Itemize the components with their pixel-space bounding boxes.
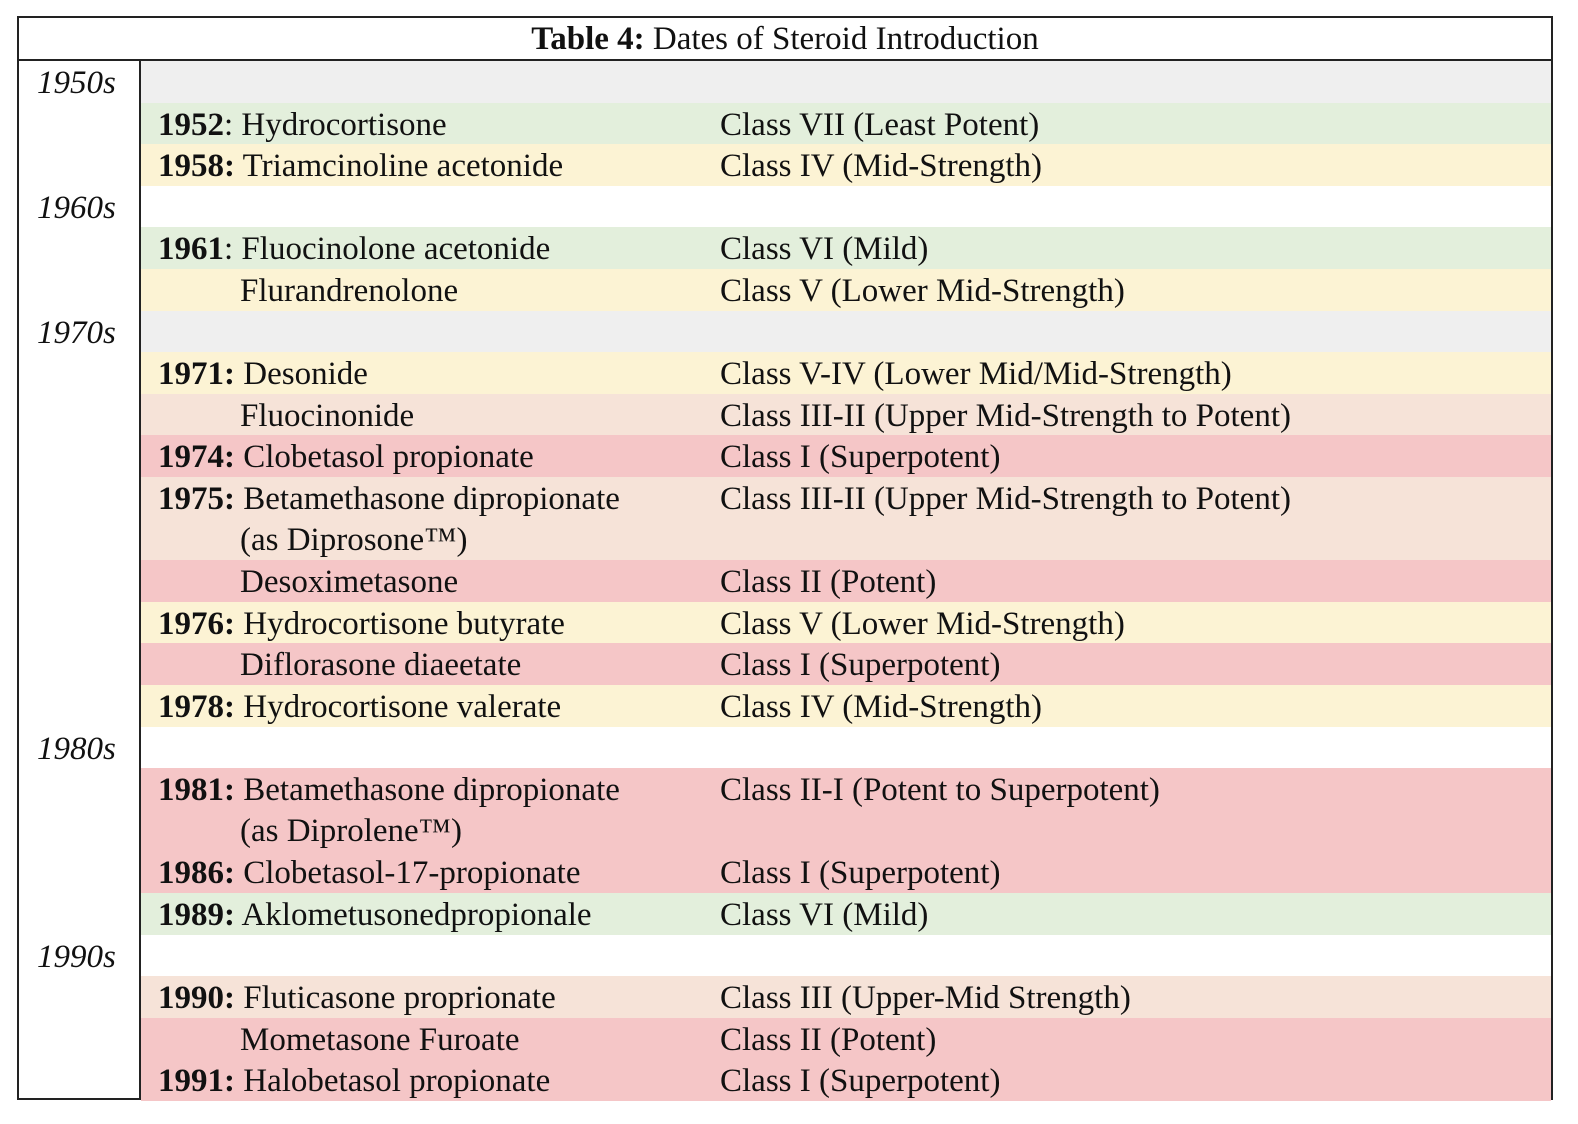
drug-name: Triamcinoline acetonide xyxy=(242,148,564,185)
potency-class: Class III-II (Upper Mid-Strength to Potent) xyxy=(720,481,1291,517)
drug-cell xyxy=(158,396,414,438)
potency-class: Class VI (Mild) xyxy=(720,231,929,268)
decade-spacer-row xyxy=(141,61,1551,103)
table-row xyxy=(141,768,1551,851)
table-row xyxy=(141,685,1551,727)
drug-cell xyxy=(158,437,534,479)
drug-cell xyxy=(158,562,458,604)
year-label: 1952 xyxy=(158,106,224,143)
potency-class: Class I (Superpotent) xyxy=(720,855,1001,892)
table-row xyxy=(141,103,1551,145)
table-row xyxy=(141,1018,1551,1060)
potency-class: Class IV (Mid-Strength) xyxy=(720,148,1043,185)
drug-name-continuation: (as Diprosone™) xyxy=(240,522,468,558)
year-label: 1976: xyxy=(158,605,235,642)
drug-cell xyxy=(158,604,565,646)
potency-class: Class III (Upper-Mid Strength) xyxy=(720,980,1131,1017)
potency-class: Class VI (Mild) xyxy=(720,897,929,933)
year-label: 1978: xyxy=(158,689,235,725)
potency-class: Class I (Superpotent) xyxy=(720,647,1001,684)
potency-class: Class I (Superpotent) xyxy=(720,1063,1001,1100)
table-row xyxy=(141,435,1551,477)
decade-label: 1980s xyxy=(37,730,116,767)
drug-cell xyxy=(158,770,620,812)
potency-class: Class III-II (Upper Mid-Strength to Potent) xyxy=(720,397,1291,434)
potency-class: Class IV (Mid-Strength) xyxy=(720,689,1043,725)
year-label: 1990: xyxy=(158,980,235,1017)
column-divider xyxy=(139,61,141,1098)
year-label: 1974: xyxy=(158,439,235,476)
table-row xyxy=(141,227,1551,269)
drug-cell xyxy=(158,853,581,895)
decade-label: 1950s xyxy=(37,65,116,101)
drug-cell xyxy=(158,978,556,1020)
table-title-text: Dates of Steroid Introduction xyxy=(652,21,1039,57)
drug-cell xyxy=(158,895,592,937)
table-title xyxy=(19,18,1551,61)
table-row xyxy=(141,851,1551,893)
drug-name: Diflorasone diaeetate xyxy=(240,647,522,684)
potency-class: Class V (Lower Mid-Strength) xyxy=(720,273,1125,309)
steroid-table xyxy=(17,16,1553,1100)
drug-cell xyxy=(158,229,550,271)
drug-name: Mometasone Furoate xyxy=(240,1021,520,1058)
table-row xyxy=(141,893,1551,935)
drug-name: Fluticasone proprionate xyxy=(243,980,556,1017)
table-row xyxy=(141,352,1551,394)
drug-cell xyxy=(158,1020,520,1062)
drug-name-continuation: (as Diprolene™) xyxy=(240,813,463,850)
decade-spacer-row xyxy=(141,727,1551,769)
potency-class: Class II-I (Potent to Superpotent) xyxy=(720,772,1160,809)
table-row xyxy=(141,144,1551,186)
year-label: 1989: xyxy=(158,897,235,933)
drug-name: Betamethasone dipropionate xyxy=(243,772,620,809)
year-label: 1958: xyxy=(158,148,235,185)
year-label: 1961 xyxy=(158,231,224,268)
drug-name: Clobetasol-17-propionate xyxy=(243,855,581,892)
drug-cell xyxy=(158,354,368,396)
drug-name: Aklometusonedpropionale xyxy=(241,897,592,933)
table-row xyxy=(141,269,1551,311)
drug-name: Halobetasol propionate xyxy=(243,1063,551,1100)
drug-name: Hydrocortisone butyrate xyxy=(243,605,565,642)
year-label: 1991: xyxy=(158,1063,235,1100)
table-row xyxy=(141,602,1551,644)
year-separator: : xyxy=(224,106,234,143)
table-row xyxy=(141,560,1551,602)
drug-name: Desoximetasone xyxy=(240,564,459,601)
table-row xyxy=(141,643,1551,685)
drug-name: Fluocinonide xyxy=(240,397,415,434)
year-label: 1981: xyxy=(158,772,235,809)
table-row xyxy=(141,976,1551,1018)
potency-class: Class V (Lower Mid-Strength) xyxy=(720,605,1125,642)
decade-spacer-row xyxy=(141,935,1551,977)
potency-class: Class I (Superpotent) xyxy=(720,439,1001,476)
table-row xyxy=(141,1059,1551,1101)
potency-class: Class II (Potent) xyxy=(720,564,937,601)
drug-name: Hydrocortisone valerate xyxy=(243,689,562,725)
decade-spacer-row xyxy=(141,311,1551,353)
drug-cell xyxy=(158,479,620,521)
drug-cell xyxy=(158,271,458,313)
drug-name: Hydrocortisone xyxy=(241,106,447,143)
drug-name: Fluocinolone acetonide xyxy=(241,231,551,268)
year-separator: : xyxy=(224,231,234,268)
table-row xyxy=(141,477,1551,560)
table-label: Table 4: xyxy=(531,21,645,57)
drug-name: Clobetasol propionate xyxy=(243,439,534,476)
drug-name: Betamethasone dipropionate xyxy=(243,481,620,517)
potency-class: Class V-IV (Lower Mid/Mid-Strength) xyxy=(720,356,1232,393)
decade-label: 1960s xyxy=(37,189,116,226)
table-row xyxy=(141,394,1551,436)
year-label: 1986: xyxy=(158,855,235,892)
decade-spacer-row xyxy=(141,186,1551,228)
drug-cell xyxy=(158,687,561,729)
decade-label: 1970s xyxy=(37,314,116,351)
drug-cell xyxy=(158,105,447,147)
drug-name: Flurandrenolone xyxy=(240,273,459,309)
drug-name: Desonide xyxy=(243,356,368,393)
drug-cell xyxy=(158,146,563,188)
potency-class: Class II (Potent) xyxy=(720,1021,937,1058)
drug-cell xyxy=(158,645,521,687)
decade-label: 1990s xyxy=(37,938,116,975)
year-label: 1971: xyxy=(158,356,235,393)
drug-cell xyxy=(158,1061,550,1103)
year-label: 1975: xyxy=(158,481,235,517)
potency-class: Class VII (Least Potent) xyxy=(720,106,1040,143)
